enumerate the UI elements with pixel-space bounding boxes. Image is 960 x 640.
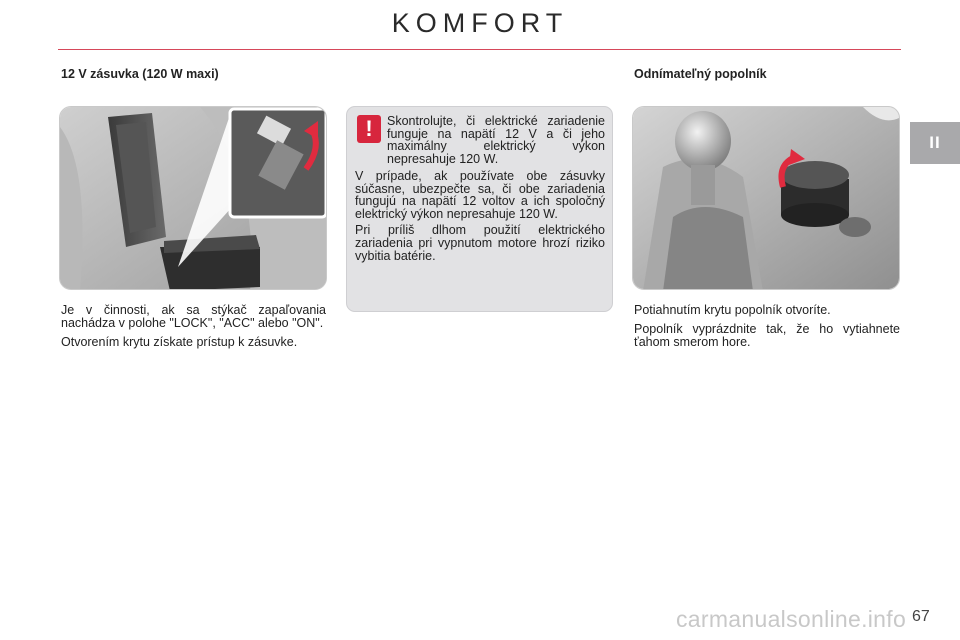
- warning-lead-text: Skontrolujte, či elektrické zariadenie funguje na napätí 12 V a či jeho maximálny elektrický výkon nepresahuje 120 W.: [387, 114, 605, 166]
- ashtray-paragraph-2: Popolník vyprázdnite tak, že ho vytiahnete ťahom smerom hore.: [634, 322, 900, 349]
- warning-box: [346, 106, 613, 312]
- section-heading-socket: 12 V zásuvka (120 W maxi): [61, 67, 219, 81]
- watermark: carmanualsonline.info: [676, 606, 907, 632]
- warning-paragraph-2: Pri príliš dlhom použití elektrického zariadenia pri vypnutom motore hrozí riziko vybitia batérie.: [355, 223, 605, 263]
- exclamation-icon: !: [357, 115, 381, 143]
- socket-paragraph-1: Je v činnosti, ak sa stýkač zapaľovania nachádza v polohe "LOCK", "ACC" alebo "ON".: [61, 303, 326, 330]
- title-divider: [58, 49, 901, 50]
- ashtray-photo: [632, 106, 900, 290]
- page-number: 67: [912, 608, 930, 625]
- ashtray-description: [634, 304, 900, 355]
- page-title: KOMFORT: [391, 8, 569, 38]
- socket-paragraph-2: Otvorením krytu získate prístup k zásuvke.: [61, 335, 298, 349]
- chapter-tab[interactable]: II: [910, 122, 960, 164]
- section-heading-ashtray: Odnímateľný popolník: [634, 67, 767, 81]
- socket-description: [61, 304, 326, 355]
- warning-details: [355, 170, 605, 266]
- warning-paragraph-1: V prípade, ak používate obe zásuvky súčasne, ubezpečte sa, či obe zariadenia fungujú na napätí 12 voltov a ich spoločný elektrický výkon nepresahuje 120 W.: [355, 169, 605, 221]
- ashtray-paragraph-1: Potiahnutím krytu popolník otvoríte.: [634, 303, 831, 317]
- armrest-socket-photo: [59, 106, 327, 290]
